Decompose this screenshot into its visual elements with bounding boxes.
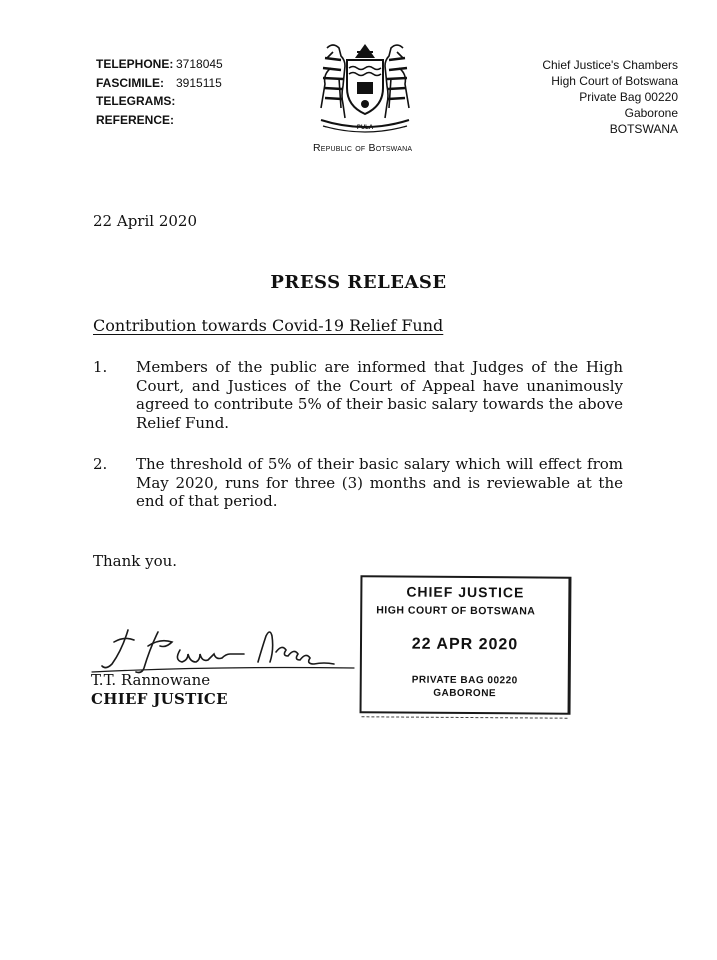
reference-row <box>96 111 223 130</box>
stamp-line-4: PRIVATE BAG 00220 <box>411 674 518 687</box>
paragraph-2-number: 2. <box>93 455 108 473</box>
facsimile-row <box>96 74 223 93</box>
reference-label: REFERENCE: <box>96 112 175 127</box>
address-line-4: Gaborone <box>624 106 678 120</box>
telephone-label: TELEPHONE: <box>96 57 174 71</box>
document-subject: Contribution towards Covid-19 Relief Fund <box>93 316 444 335</box>
facsimile-label: FASCIMILE: <box>96 75 164 90</box>
page-title: PRESS RELEASE <box>270 272 447 293</box>
telephone-row <box>96 55 223 74</box>
emblem-caption: Republic of Botswana <box>313 142 413 154</box>
coat-of-arms-icon <box>305 38 425 138</box>
address-line-3: Private Bag 00220 <box>579 90 678 104</box>
stamp-date: 22 APR 2020 <box>411 635 519 654</box>
telephone-value: 3718045 <box>176 57 223 71</box>
address-line-1: Chief Justice's Chambers <box>542 58 678 72</box>
official-stamp <box>360 575 572 714</box>
signatory-name: T.T. Rannowane <box>91 671 211 689</box>
telegrams-label: TELEGRAMS: <box>96 94 176 108</box>
paragraph-1-text: Members of the public are informed that Judges of the High Court, and Justices of the Court of Appeal have unanimously agreed to contribute 5% of their basic salary towards the above Relief Fund. <box>136 358 623 432</box>
closing-text: Thank you. <box>93 552 178 570</box>
stamp-line-1: CHIEF JUSTICE <box>406 583 525 601</box>
signatory-title: CHIEF JUSTICE <box>91 690 228 708</box>
stamp-line-5: GABORONE <box>433 687 497 700</box>
address-line-2: High Court of Botswana <box>551 74 678 88</box>
document-date: 22 April 2020 <box>93 212 197 230</box>
paragraph-2 <box>93 455 623 511</box>
paragraph-1 <box>93 358 623 432</box>
svg-text:PULA: PULA <box>356 125 374 131</box>
stamp-line-2: HIGH COURT OF BOTSWANA <box>376 604 536 618</box>
stamp-underline <box>361 716 567 718</box>
telegrams-row <box>96 92 223 111</box>
paragraph-1-number: 1. <box>93 358 108 376</box>
facsimile-value: 3915115 <box>176 75 222 90</box>
contact-block <box>96 55 223 129</box>
address-line-5: BOTSWANA <box>609 122 678 136</box>
address-block <box>438 57 678 137</box>
paragraph-2-text: The threshold of 5% of their basic salary which will effect from May 2020, runs for three (3) months and is reviewable at the end of that period. <box>136 455 623 510</box>
